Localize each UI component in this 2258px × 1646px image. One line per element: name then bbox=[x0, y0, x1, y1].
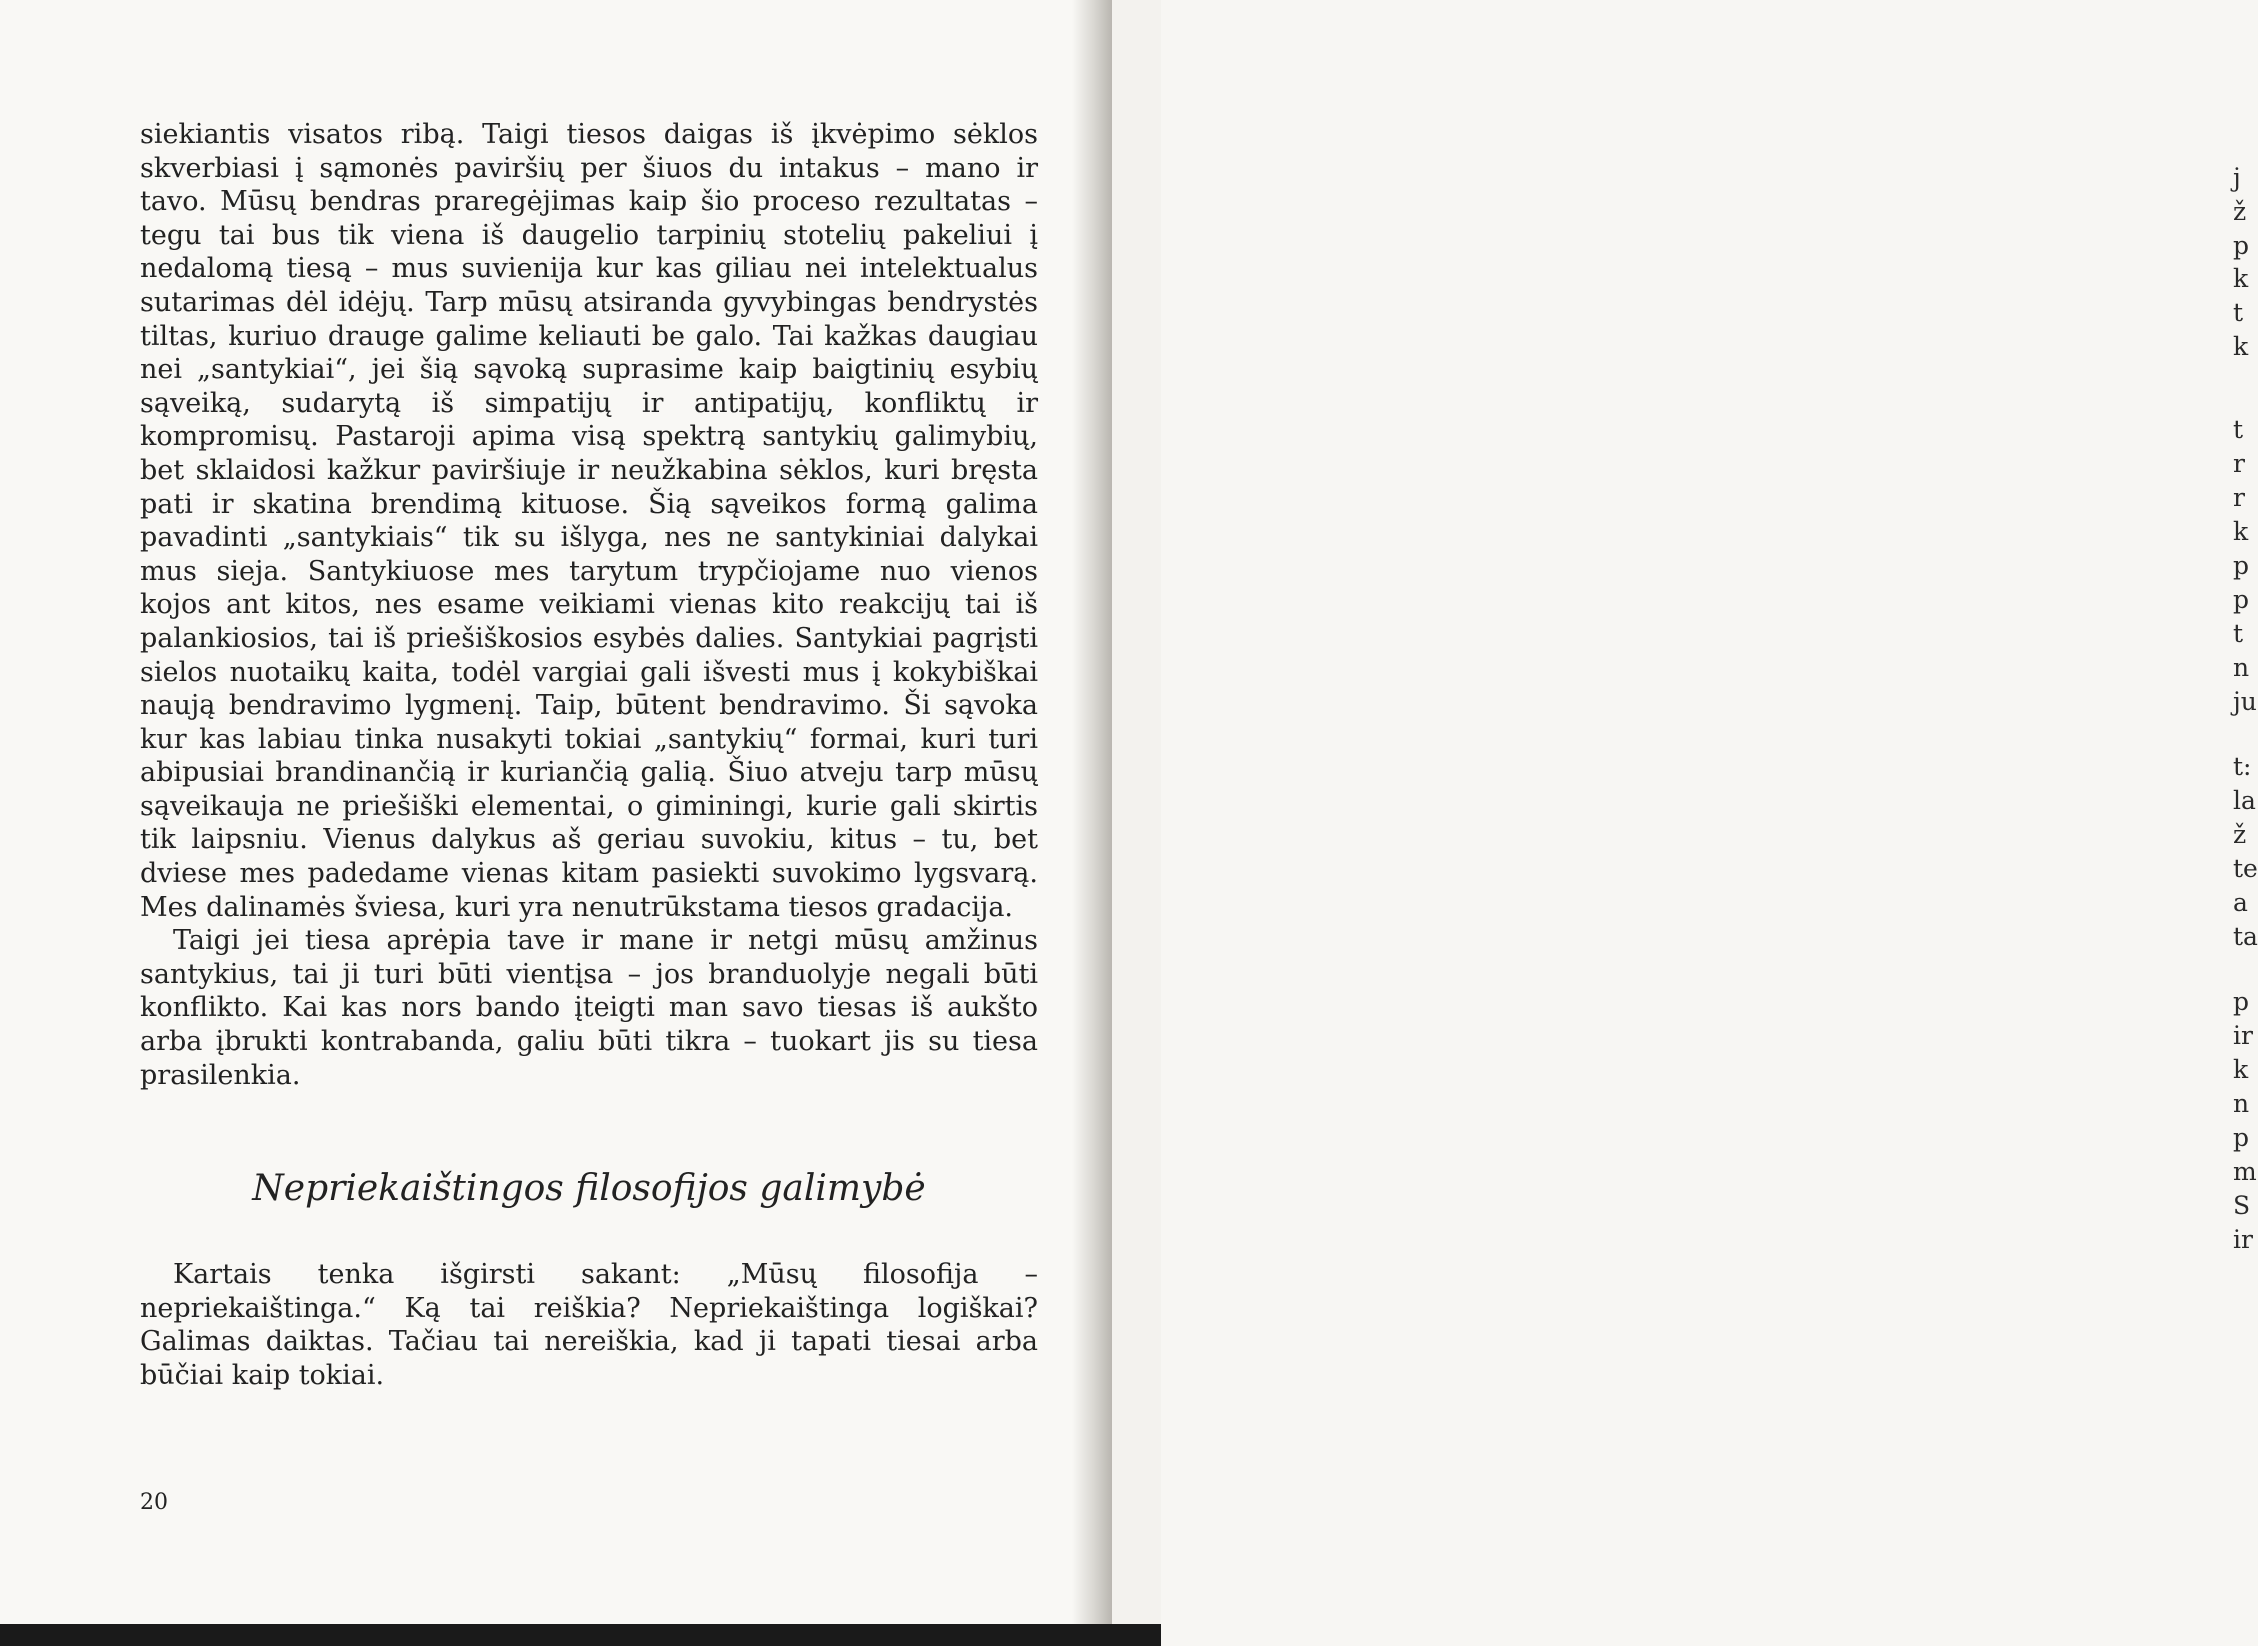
next-page-letter: ju bbox=[2233, 687, 2257, 716]
next-page-letter: ž bbox=[2233, 197, 2247, 226]
book-gutter bbox=[1072, 0, 1112, 1624]
next-page-letter: t bbox=[2233, 298, 2244, 327]
next-page-edge bbox=[1112, 0, 2258, 1624]
next-page-letter: te bbox=[2233, 854, 2258, 883]
next-page-letter: k bbox=[2233, 517, 2249, 546]
paragraph-1: siekiantis visatos ribą. Taigi tiesos daigas iš įkvėpimo sėklos skverbiasi į sąmonės paviršių per šiuos du intakus – mano ir tavo. Mūsų bendras praregėjimas kaip šio proceso rezultatas – tegu tai bus tik viena iš daugelio tarpinių stotelių pakeliui į nedalomą tiesą – mus suvienija kur kas giliau nei intelektualus sutarimas dėl idėjų. Tarp mūsų atsiranda gyvybingas bendrystės tiltas, kuriuo drauge galime keliauti be galo. Tai kažkas daugiau nei „santykiai“, jei šią sąvoką suprasime kaip baigtinių esybių sąveiką, sudarytą iš simpatijų ir antipatijų, konfliktų ir kompromisų. Pastaroji apima visą spektrą santykių galimybių, bet sklaidosi kažkur paviršiuje ir neužkabina sėklos, kuri bręsta pati ir skatina brendimą kituose. Šią sąveikos formą galima pavadinti „santykiais“ tik su išlyga, nes ne santykiniai dalykai mus sieja. Santykiuose mes tarytum trypčiojame nuo vienos kojos ant kitos, nes esame veikiami vienas kito reakcijų tai iš palankiosios, tai iš priešiškosios esybės dalies. Santykiai pagrįsti sielos nuotaikų kaita, todėl vargiai gali išvesti mus į kokybiškai naują bendravimo lygmenį. Taip, būtent bendravimo. Ši sąvoka kur kas labiau tinka nusakyti tokiai „santykių“ formai, kuri turi abipusiai brandinančią ir kuriančią galią. Šiuo atveju tarp mūsų sąveikauja ne priešiški elementai, o giminingi, kurie gali skirtis tik laipsniu. Vienus dalykus aš geriau suvokiu, kitus – tu, bet dviese mes padedame vienas kitam pasiekti suvokimo lygsvarą. Mes dalinamės šviesa, kuri yra nenutrūkstama tiesos gradacija. bbox=[140, 119, 1038, 923]
next-page-letter: r bbox=[2233, 449, 2245, 478]
next-page-letter: k bbox=[2233, 1055, 2249, 1084]
paragraph-after-heading bbox=[140, 1258, 1038, 1392]
paragraph-2: Taigi jei tiesa aprėpia tave ir mane ir netgi mūsų amžinus santykius, tai ji turi būti vientįsa – jos branduolyje negali būti konflikto. Kai kas nors bando įteigti man savo tiesas iš aukšto arba įbrukti kontrabanda, galiu būti tikra – tuokart jis su tiesa prasilenkia. bbox=[140, 925, 1038, 1091]
next-page-letter: r bbox=[2233, 483, 2245, 512]
next-page-letter: k bbox=[2233, 332, 2249, 361]
next-page-letter: m bbox=[2233, 1157, 2257, 1186]
next-page-letter: S bbox=[2233, 1191, 2251, 1220]
section-heading: Nepriekaištingos filosofijos galimybė bbox=[252, 1168, 926, 1209]
next-page-letter: p bbox=[2233, 585, 2250, 614]
paragraph-3: Kartais tenka išgirsti sakant: „Mūsų filosofija – nepriekaištinga.“ Ką tai reiškia? Nepriekaištinga logiškai? Galimas daiktas. Tačiau tai nereiškia, kad ji tapati tiesai arba būčiai kaip tokiai. bbox=[140, 1259, 1038, 1391]
next-page-letter: p bbox=[2233, 987, 2250, 1016]
next-page-letter: a bbox=[2233, 888, 2248, 917]
next-page-letter: p bbox=[2233, 551, 2250, 580]
next-page-letter: j bbox=[2233, 163, 2241, 192]
book-page bbox=[0, 0, 1085, 1624]
next-page-letter: la bbox=[2233, 786, 2256, 815]
next-page-letter: n bbox=[2233, 1089, 2250, 1118]
next-page-letter: p bbox=[2233, 1123, 2250, 1152]
next-page-letter: ir bbox=[2233, 1225, 2253, 1254]
next-page-letter: k bbox=[2233, 264, 2249, 293]
next-page-letter: ž bbox=[2233, 820, 2247, 849]
next-page-letter: t bbox=[2233, 619, 2244, 648]
scanner-bottom-edge bbox=[0, 1624, 1161, 1646]
next-page-letter: t bbox=[2233, 415, 2244, 444]
body-text bbox=[140, 118, 1038, 1092]
next-page-letter: ta bbox=[2233, 922, 2258, 951]
next-page-letter: p bbox=[2233, 231, 2250, 260]
next-page-letter: ir bbox=[2233, 1021, 2253, 1050]
page-number: 20 bbox=[140, 1490, 168, 1515]
next-page-letter: n bbox=[2233, 653, 2250, 682]
next-page-letter: t: bbox=[2233, 752, 2252, 781]
